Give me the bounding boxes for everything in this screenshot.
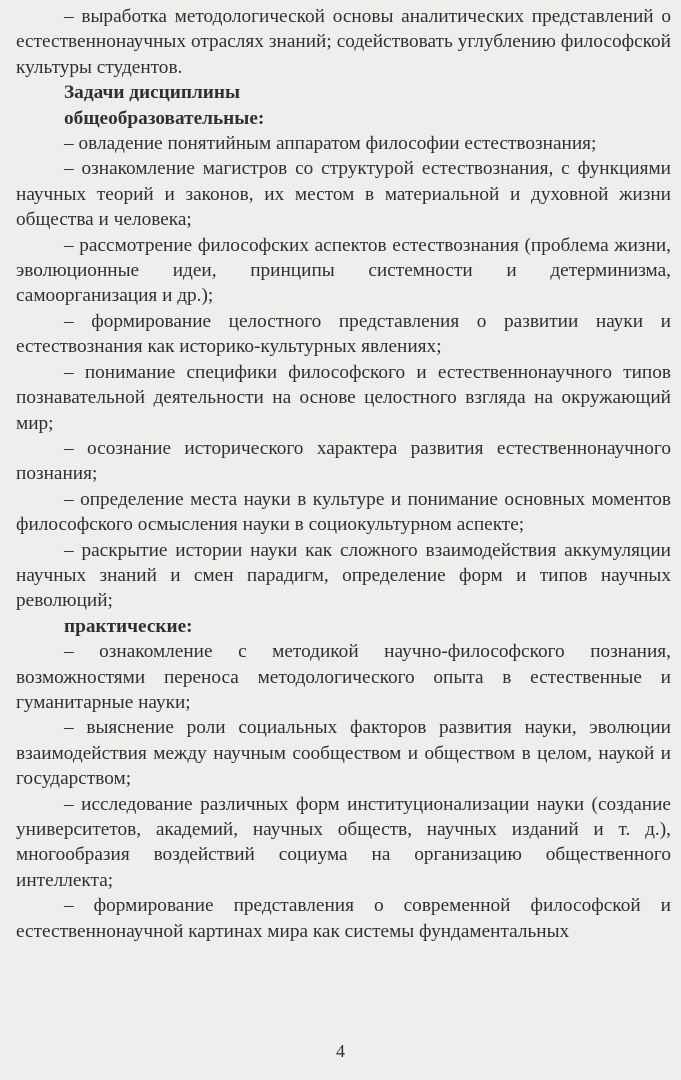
practical-item-4: – формирование представления о современной философской и естественнонаучной картинах мира как системы фундаментальных	[16, 895, 671, 942]
heading-general: общеобразовательные:	[64, 107, 265, 129]
general-item-7: – определение места науки в культуре и понимание основных моментов философского осмысления науки в социокультурном аспекте;	[16, 488, 671, 536]
practical-item-3: – исследование различных форм институционализации науки (создание университетов, академий, научных обществ, научных изданий и т. д.), многообразия воздействий социума на организацию общественного интеллекта;	[16, 793, 671, 891]
heading-practical: практические:	[64, 615, 193, 637]
general-item-8: – раскрытие истории науки как сложного взаимодействия аккумуляции научных знаний и смен парадигм, определение форм и типов научных революций;	[16, 539, 671, 612]
general-item-4: – формирование целостного представления о развитии науки и естествознания как историко-культурных явлениях;	[16, 310, 671, 358]
general-item-3: – рассмотрение философских аспектов естествознания (проблема жизни, эволюционные идеи, принципы системности и детерминизма, самоорганизация и др.);	[16, 234, 671, 307]
practical-item-2: – выяснение роли социальных факторов развития науки, эволюции взаимодействия между научным сообществом и обществом в целом, наукой и государством;	[16, 717, 671, 790]
general-item-5: – понимание специфики философского и естественнонаучного типов познавательной деятельности на основе целостного взгляда на окружающий мир;	[16, 361, 671, 434]
page-number: 4	[336, 1041, 345, 1061]
general-item-2: – ознакомление магистров со структурой естествознания, с функциями научных теорий и законов, их местом в материальной и духовной жизни общества и человека;	[16, 158, 671, 231]
practical-item-1: – ознакомление с методикой научно-философского познания, возможностями переноса методологического опыта в естественные и гуманитарные науки;	[16, 641, 671, 713]
heading-tasks: Задачи дисциплины	[64, 82, 241, 104]
general-item-1: – овладение понятийным аппаратом философии естествознания;	[64, 133, 597, 155]
general-item-6: – осознание исторического характера развития естественнонаучного познания;	[16, 437, 671, 485]
intro-paragraph: – выработка методологической основы аналитических представлений о естественнонаучных отраслях знаний; содействовать углублению философской культуры студентов.	[16, 6, 671, 78]
